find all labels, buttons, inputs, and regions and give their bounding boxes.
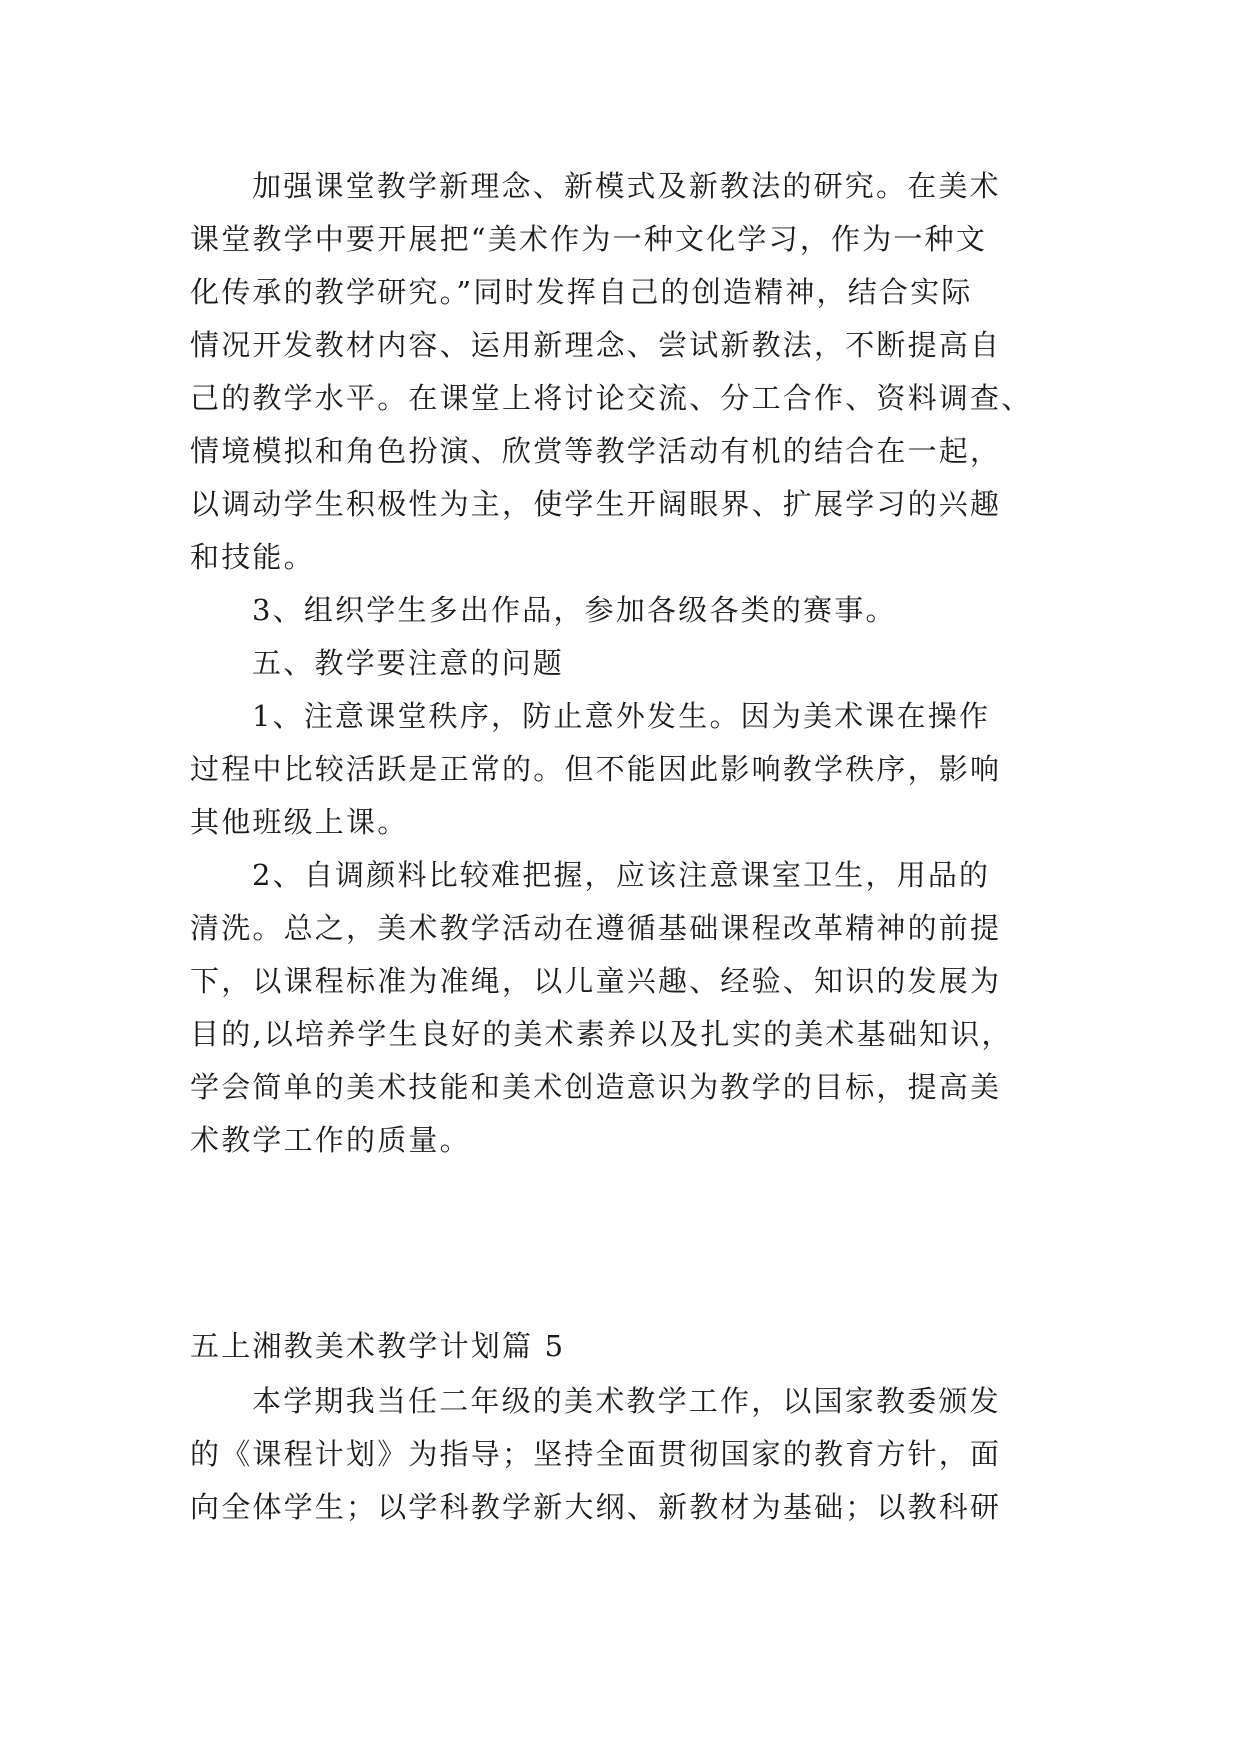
paragraph-line: 加强课堂教学新理念、新模式及新教法的研究。在美术	[252, 169, 1001, 203]
paragraph-line: 学会简单的美术技能和美术创造意识为教学的目标，提高美	[190, 1070, 1002, 1104]
paragraph-line: 过程中比较活跃是正常的。但不能因此影响教学秩序，影响	[190, 752, 1002, 786]
paragraph-line: 3、组织学生多出作品，参加各级各类的赛事。	[252, 593, 897, 627]
paragraph-line: 课堂教学中要开展把“美术作为一种文化学习，作为一种文	[190, 222, 988, 256]
body-text-section-1	[190, 160, 1050, 1167]
paragraph-line: 己的教学水平。在课堂上将讨论交流、分工合作、资料调查、	[190, 381, 1033, 415]
paragraph-line: 其他班级上课。	[190, 805, 409, 839]
paragraph-line: 和技能。	[190, 540, 315, 574]
section-title: 五上湘教美术教学计划篇 5	[190, 1329, 566, 1363]
paragraph-line: 向全体学生；以学科教学新大纲、新教材为基础；以教科研	[190, 1490, 1002, 1524]
paragraph-line: 情境模拟和角色扮演、欣赏等教学活动有机的结合在一起，	[190, 434, 1002, 468]
paragraph-line: 下，以课程标准为准绳，以儿童兴趣、经验、知识的发展为	[190, 964, 1002, 998]
paragraph-line: 术教学工作的质量。	[190, 1123, 471, 1157]
paragraph-line: 情况开发教材内容、运用新理念、尝试新教法，不断提高自	[190, 328, 1002, 362]
subheading-line: 五、教学要注意的问题	[252, 646, 565, 680]
body-text-section-2	[190, 1375, 1050, 1534]
paragraph-line: 本学期我当任二年级的美术教学工作，以国家教委颁发	[252, 1384, 1001, 1418]
paragraph-line: 1、注意课堂秩序，防止意外发生。因为美术课在操作	[252, 699, 991, 733]
paragraph-line: 以调动学生积极性为主，使学生开阔眼界、扩展学习的兴趣	[190, 487, 1002, 521]
paragraph-line: 清洗。总之，美术教学活动在遵循基础课程改革精神的前提	[190, 911, 1002, 945]
paragraph-line: 目的,以培养学生良好的美术素养以及扎实的美术基础知识，	[190, 1017, 1013, 1051]
paragraph-line: 2、自调颜料比较难把握，应该注意课室卫生，用品的	[252, 858, 991, 892]
paragraph-line: 化传承的教学研究。”同时发挥自己的创造精神，结合实际	[190, 275, 973, 309]
paragraph-line: 的《课程计划》为指导；坚持全面贯彻国家的教育方针，面	[190, 1437, 1002, 1471]
